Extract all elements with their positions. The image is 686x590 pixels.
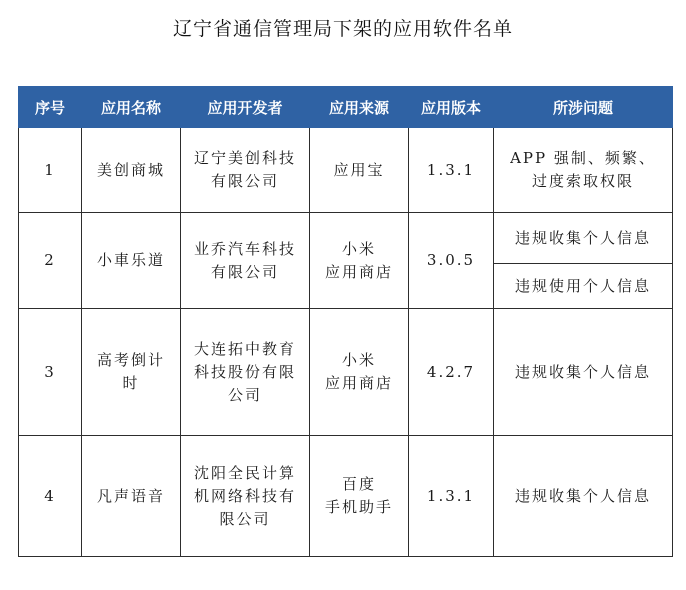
app-name-line: 凡声语音 [96, 486, 165, 505]
column-header-issue: 所涉问题 [494, 87, 673, 128]
row-number: 4 [19, 436, 82, 557]
row-number: 1 [19, 128, 82, 213]
delisted-apps-table [18, 86, 673, 557]
app-version: 1.3.1 [409, 128, 494, 213]
issue [494, 309, 673, 436]
source-line: 百度 [341, 475, 376, 493]
issue [494, 264, 673, 309]
developer [181, 128, 310, 213]
page-title: 辽宁省通信管理局下架的应用软件名单 [172, 18, 513, 40]
issue-line: APP 强制、频繁、 [510, 149, 656, 167]
issue-line: 违规使用个人信息 [514, 276, 651, 295]
app-source [310, 213, 409, 309]
column-header-version: 应用版本 [409, 87, 494, 128]
source-line: 小米 [341, 239, 376, 258]
app-name [82, 309, 181, 436]
app-source [310, 309, 409, 436]
source-line: 小米 [341, 351, 376, 369]
app-version: 3.0.5 [409, 213, 494, 309]
developer-line: 沈阳全民计算 [193, 463, 296, 482]
column-header-number: 序号 [19, 87, 82, 128]
issue-line: 过度索取权限 [531, 172, 634, 190]
developer-line: 有限公司 [210, 172, 279, 190]
source-line: 手机助手 [324, 498, 393, 516]
developer-line: 业乔汽车科技 [193, 239, 296, 258]
developer [181, 309, 310, 436]
app-version: 1.3.1 [409, 436, 494, 557]
app-name [82, 128, 181, 213]
developer [181, 213, 310, 309]
developer-line: 限公司 [219, 509, 271, 528]
issue-line: 违规收集个人信息 [514, 228, 651, 247]
developer-line: 公司 [227, 385, 262, 404]
table-row [19, 309, 673, 436]
developer [181, 436, 310, 557]
row-number: 3 [19, 309, 82, 436]
column-header-app-name: 应用名称 [82, 87, 181, 128]
issue [494, 436, 673, 557]
source-line: 应用商店 [324, 262, 393, 281]
issue [494, 213, 673, 264]
app-name-line: 美创商城 [96, 160, 165, 179]
table-row [19, 436, 673, 557]
source-line: 应用宝 [333, 160, 385, 179]
row-number: 2 [19, 213, 82, 309]
table-header-row [19, 87, 673, 128]
table-row [19, 213, 673, 264]
developer-line: 大连拓中教育 [193, 339, 296, 358]
app-version: 4.2.7 [409, 309, 494, 436]
app-name-line: 小車乐道 [96, 251, 165, 269]
developer-line: 有限公司 [210, 262, 279, 281]
table-row [19, 128, 673, 213]
app-name [82, 436, 181, 557]
issue-line: 违规收集个人信息 [514, 486, 651, 505]
developer-line: 科技股份有限 [193, 362, 296, 381]
developer-line: 机网络科技有 [193, 486, 296, 505]
app-name-line: 高考倒计 [96, 351, 165, 369]
column-header-developer: 应用开发者 [181, 87, 310, 128]
app-source [310, 436, 409, 557]
app-name-line: 时 [122, 374, 140, 392]
issue [494, 128, 673, 213]
source-line: 应用商店 [324, 374, 393, 392]
column-header-source: 应用来源 [310, 87, 409, 128]
developer-line: 辽宁美创科技 [193, 149, 296, 167]
app-source [310, 128, 409, 213]
app-name [82, 213, 181, 309]
issue-line: 违规收集个人信息 [514, 362, 651, 381]
